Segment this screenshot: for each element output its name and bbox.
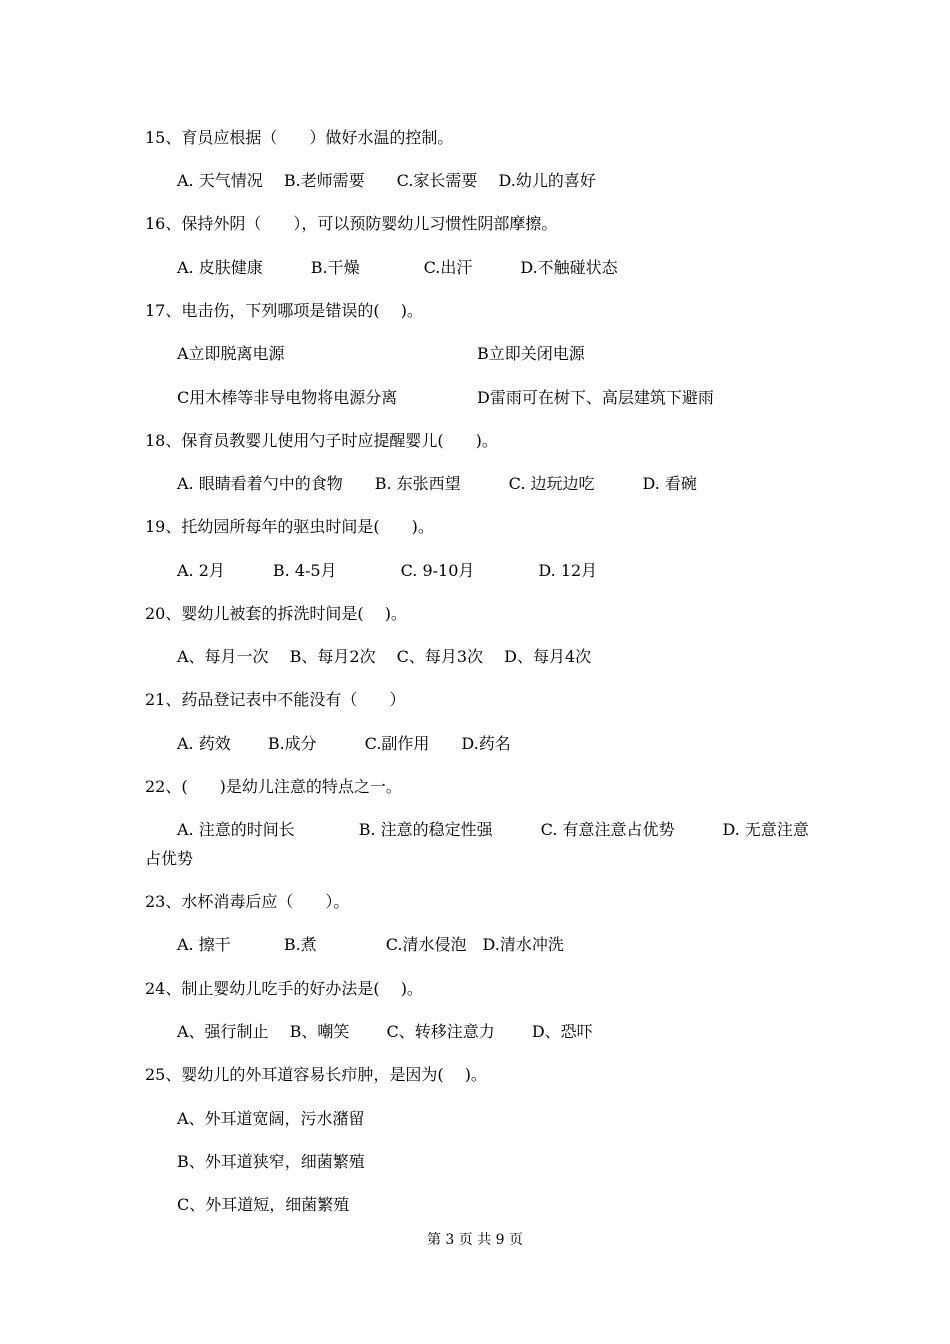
question-22-options-continuation: 占优势 xyxy=(145,849,194,868)
question-25-option-c: C、外耳道短，细菌繁殖 xyxy=(177,1195,350,1214)
question-16-options: A. 皮肤健康 B.干燥 C.出汗 D.不触碰状态 xyxy=(177,258,618,277)
question-25-option-a: A、外耳道宽阔，污水潴留 xyxy=(177,1109,365,1128)
question-22-options: A. 注意的时间长 B. 注意的稳定性强 C. 有意注意占优势 D. 无意注意 xyxy=(177,820,809,839)
question-23-options: A. 擦干 B.煮 C.清水侵泡 D.清水冲洗 xyxy=(177,935,564,954)
question-21-stem: 21、药品登记表中不能没有（ ） xyxy=(145,690,406,709)
question-17-option-c: C用木棒等非导电物将电源分离 xyxy=(177,388,398,407)
question-17-option-b: B立即关闭电源 xyxy=(477,344,585,363)
question-24-stem: 24、制止婴幼儿吃手的好办法是( )。 xyxy=(145,979,423,998)
question-21-options: A. 药效 B.成分 C.副作用 D.药名 xyxy=(177,734,511,753)
page-footer: 第 3 页 共 9 页 xyxy=(426,1232,524,1248)
question-17-option-d: D雷雨可在树下、高层建筑下避雨 xyxy=(477,388,714,407)
question-17-stem: 17、电击伤，下列哪项是错误的( )。 xyxy=(145,301,423,320)
question-17-option-a: A立即脱离电源 xyxy=(177,344,285,363)
question-18-stem: 18、保育员教婴儿使用勺子时应提醒婴儿( )。 xyxy=(145,431,498,450)
question-18-options: A. 眼睛看着勺中的食物 B. 东张西望 C. 边玩边吃 D. 看碗 xyxy=(177,474,697,493)
question-15-options: A. 天气情况 B.老师需要 C.家长需要 D.幼儿的喜好 xyxy=(177,171,596,190)
question-23-stem: 23、水杯消毒后应（ ）。 xyxy=(145,892,350,911)
question-22-stem: 22、( )是幼儿注意的特点之一。 xyxy=(145,777,402,796)
question-19-stem: 19、托幼园所每年的驱虫时间是( )。 xyxy=(145,517,434,536)
question-16-stem: 16、保持外阴（ ），可以预防婴幼儿习惯性阴部摩擦。 xyxy=(145,214,558,233)
question-15-stem: 15、育员应根据（ ）做好水温的控制。 xyxy=(145,128,454,147)
question-24-options: A、强行制止 B、嘲笑 C、转移注意力 D、恐吓 xyxy=(177,1022,593,1041)
question-20-stem: 20、婴幼儿被套的拆洗时间是( )。 xyxy=(145,604,407,623)
question-20-options: A、每月一次 B、每月2次 C、每月3次 D、每月4次 xyxy=(177,647,592,666)
question-25-stem: 25、婴幼儿的外耳道容易长疖肿，是因为( )。 xyxy=(145,1065,487,1084)
question-19-options: A. 2月 B. 4-5月 C. 9-10月 D. 12月 xyxy=(177,561,598,580)
question-25-option-b: B、外耳道狭窄，细菌繁殖 xyxy=(177,1152,365,1171)
